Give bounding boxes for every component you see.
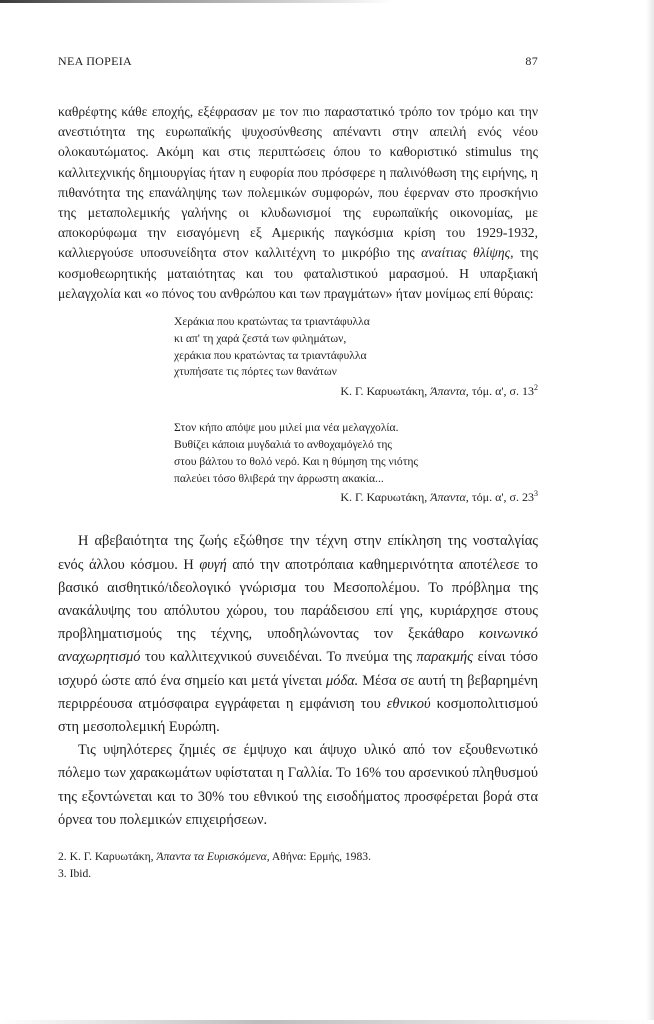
source-title: Άπαντα, [430, 384, 469, 399]
poem-line: Στον κήπο απόψε μου μιλεί μια νέα μελαγχολία. [174, 421, 399, 435]
poem-line: στου βάλτου το θολό νερό. Και η θύμηση της νιότης [174, 454, 419, 468]
source-author: Κ. Γ. Καρυωτάκη, [340, 490, 431, 505]
source-author: Κ. Γ. Καρυωτάκη, [340, 384, 431, 399]
emphasis-text: παρακμής [416, 649, 473, 666]
poem-line: Βυθίζει κάποια μυγδαλιά το ανθοχαμόγελό της [174, 438, 392, 452]
footnote-text: Αθήνα: Ερμής, 1983. [269, 850, 371, 864]
paragraph-text: καθρέφτης κάθε εποχής, εξέφρασαν με τον πιο παραστατικό τρόπο τον τρόμο και την ανεστιότητα της ευρωπαϊκής ψυχοσύνθεσης απέναντι στην απειλή ενός νέου ολοκαυτώματος. Ακόμη και στις περιπτώσεις όπου το καθοριστικό stimulus της καλλιτεχνικής δημιουργίας ήταν η ευφορία που πρόσφερε η παλινόθωση της ειρήνης, η πιθανότητα της επανάληψης των πολεμικών συμφορών, που έφερναν στο προσκήνιο της μεταπολεμικής γαλήνης οι κλυδωνισμοί της ευρωπαϊκής οικονομίας, με αποκορύφωμα την εισαγόμενη εξ Αμερικής παγκόσμια κρίση του 1929-1932, καλλιεργούσε υποσυνείδητα στον καλλιτέχνη το μικρόβιο της [58, 104, 538, 261]
footnote-ref: 2 [534, 383, 538, 393]
poem-line: χεράκια που κρατώντας τα τριαντάφυλλα [174, 348, 367, 362]
scan-edge-top [0, 0, 654, 3]
scan-edge-right [646, 0, 654, 1024]
emphasis-text: αναίτιας θλίψης, [421, 245, 514, 261]
source-page: τόμ. α', σ. 23 [468, 490, 534, 505]
footnote-3: 3. Ibid. [58, 867, 92, 881]
source-title: Άπαντα, [430, 490, 469, 505]
emphasis-text: φυγή [199, 556, 227, 573]
footnote-text: 2. Κ. Γ. Καρυωτάκη, [58, 850, 157, 864]
poem-quote-1 [174, 314, 538, 400]
paragraph-text: κοσμοπολιτισμού στη μεσοπολεμική Ευρώπη. [58, 695, 538, 736]
paragraph-text: του καλλιτεχνικού συνειδέναι. Το πνεύμα της [140, 649, 417, 666]
footnote-title: Άπαντα τα Ευρισκόμενα, [156, 850, 270, 864]
paragraph-text: Μέσα σε αυτή τη βεβαρημένη περιρρέουσα ατμόσφαιρα εγγράφεται η εμφάνιση του [58, 672, 538, 712]
paragraph-text: Η αβεβαιότητα της ζωής εξώθησε την τέχνη στην επίκληση της νοσταλγίας ενός άλλου κόσμου. Η [58, 533, 538, 573]
paragraph-text: της κοσμοθεωρητικής ματαιότητας και του φαταλιστικού μαρασμού. Η υπαρξιακή μελαγχολία και «ο πόνος του ανθρώπου και των πραγμάτων» ήταν μονίμως επί θύραις: [58, 245, 539, 301]
poem-line: Χεράκια που κρατώντας τα τριαντάφυλλα [174, 315, 370, 329]
footnote-ref: 3 [534, 489, 538, 499]
paragraph-text: είναι τόσο ισχυρό ώστε από ένα σημείο και μετά γίνεται [58, 649, 538, 689]
opening-paragraph [58, 102, 538, 304]
body-paragraph [58, 530, 538, 739]
footnote-2 [58, 848, 538, 865]
poem-line: κι απ' τη χαρά ζεστά των φιλημάτων, [174, 331, 347, 345]
emphasis-text: κοινωνικό αναχωρητισμό [58, 626, 538, 666]
poem-line: παλεύει τόσο θλιβερά την άρρωστη ακακία... [174, 471, 384, 485]
book-page [58, 54, 538, 882]
page-number: 87 [525, 54, 538, 68]
poem-quote-2 [174, 420, 538, 506]
scan-edge-bottom [0, 1020, 654, 1024]
poem-source [174, 489, 538, 506]
running-head [58, 54, 538, 74]
poem-line: χτυπήσατε τις πόρτες των θανάτων [174, 365, 337, 379]
paragraph-text: από την αποτρόπαια καθημερινότητα αποτέλεσε το βασικό αισθητικό/ιδεολογικό γνώρισμα του Μεσοπολέμου. Το πρόβλημα της ανακάλυψης του απόλυτου χώρου, του παράδεισου επί γης, κυριάρχησε στους προβληματισμούς της τέχνης, υποδηλώνοντας τον ξεκάθαρο [58, 556, 538, 643]
running-title: ΝΕΑ ΠΟΡΕΙΑ [58, 54, 132, 68]
main-body [58, 530, 538, 832]
body-paragraph: Τις υψηλότερες ζημιές σε έμψυχο και άψυχο υλικό από τον εξουθενωτικό πόλεμο των χαρακωμάτων υφίσταται η Γαλλία. Το 16% του αρσενικού πληθυσμού της εξοντώνεται και το 30% του εθνικού της εισοδήματος προσφέρεται βορά στα όρνεα του πολεμικών επιχειρήσεων. [58, 742, 538, 828]
source-page: τόμ. α', σ. 13 [468, 384, 534, 399]
footnotes [58, 848, 538, 882]
poem-source [174, 383, 538, 400]
emphasis-text: εθνικού [386, 695, 431, 712]
emphasis-text: μόδα. [326, 672, 359, 689]
